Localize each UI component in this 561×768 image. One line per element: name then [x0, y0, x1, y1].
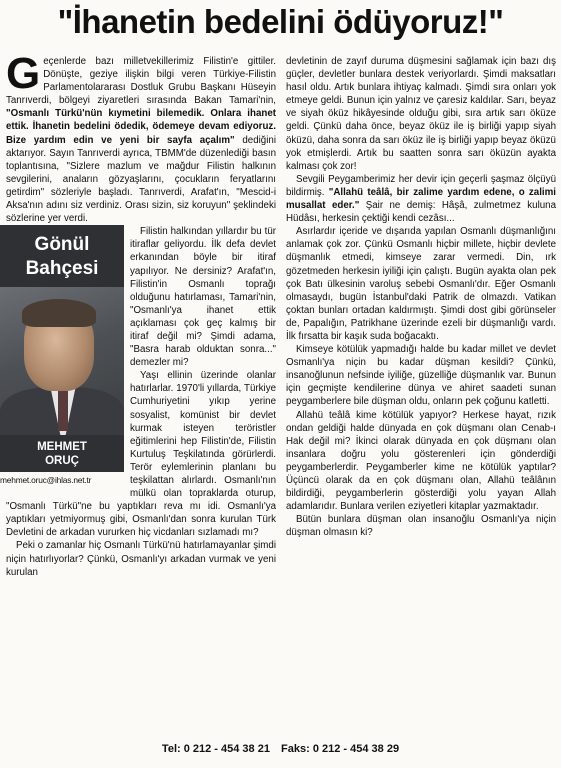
text-run: Şair ne demiş: Hâşâ, zulmetmez kuluna Hüdâsı, herkesin çektiği kendi cezâsı... [286, 200, 557, 225]
contact-footer [0, 742, 561, 756]
text-run: dediğini aktarıyor. Sayın Tanrıverdi ayrıca, TBMM'de düzenlediği basın toplantısına, "Sizlere mazlum ve mağdur Filistin halkının sevgilerini, anaların gözyaşlarını, çocukların feryatlarını getirdim" sözleriyle başladı. Tanrıverdi, Arafat'ın, "Mescid-i Aksa'nın adını siz verdiniz. Orası sizin, siz koruyun" şeklindeki sözlerine yer verdi. [6, 134, 276, 225]
author-name-line: MEHMET [37, 441, 87, 454]
paragraph: Allahü teâlâ kime kötülük yapıyor? Herkese hayat, rızık ondan geldiği halde dünyada en çok düşmanı olan Cenab-ı Hak değil mi? İkinci olarak dünyada en çok düşmanı olan insanlara doğru yolu gösterenleri için gönderdiği peygamberlerdir. Peygamberler kime ne kötülük yaptılar? Üçüncü olarak da en çok düşmanı olan, Allahü teâlânın bildirdiği, peygamberlerin gösterdiği yolu yayan Allah adamlarıdır. Bunlara verilen eziyetleri kitaplar yazmaktadır. [286, 409, 556, 513]
paragraph [6, 49, 276, 225]
paragraph [286, 173, 556, 225]
paragraph: Filistin halkından yıllardır bu tür itiraflar geliyordu. İlk defa devlet erkanından böyle bir itiraf yapılıyor. Ne dersiniz? Arafat'ın, Filistin'in Osmanlı toprağı olduğunu hatırlaması, Tamari'nin, "Osmanlı'ya ihanet ettik açıklaması çok geç kalmış bir itiraf değil mi? Şimdi adama, "Basra harab olduktan sonra..." demezler mi? [130, 226, 276, 369]
paragraph: Kimseye kötülük yapmadığı halde bu kadar millet ve devlet Osmanlı'ya niçin bu kadar düşman kesildi? Çünkü, insanoğlunun nefsinde iyiliğe, güzelliğe düşmanlık var. Bunun için geçmişte kendilerine dünya ve ahiret saadeti sunan peygamberlere bile düşman oldu, onların pek çoğunu katletti. [286, 344, 556, 408]
column-title [0, 225, 124, 287]
column-title-line: Bahçesi [25, 258, 99, 280]
phone-number: Tel: 0 212 - 454 38 21 [161, 743, 270, 755]
bold-quote: "Osmanlı Türkü'nün kıymetini bilemedik. Onlara ihanet ettik. İhanetin bedelini ödedik, ödemeye devam ediyoruz. Bize yardım edin ve yeni bir sayfa açalım" [6, 108, 276, 146]
paragraph: Peki o zamanlar hiç Osmanlı Türkü'nü hatırlamayanlar şimdi niçin hatırlıyorlar? Çünkü, Osmanlı'yı arkadan vurmak ve yeni kurulan [6, 540, 276, 578]
author-name [0, 435, 124, 472]
article-column-left [0, 49, 276, 720]
author-photo [0, 287, 124, 435]
paragraph: Asırlardır içeride ve dışarıda yapılan Osmanlı düşmanlığını anlamak çok zor. Çünkü Osmanlı hiçbir millete, hiçbir devlete düşmanlık etmedi, kimseye zarar vermedi. Din, ırk gözetmeden herkesin iyiliği için çalıştı. Bugün ayakta olan pek çok Batı ülkesinin varoluş sebebi Osmanlı'dır. Eğer Osmanlı olmasaydı, bugün İstanbul'daki Patrik de olmazdı. Vatikan çoktan bunları ortadan kaldırmıştı. Şimdi dost gibi görünseler de, Papalığın, Patrikhane üzerinde ezeli bir düşmanlığı vardı. İlk fırsatta bir kaşık suda boğacaktı. [286, 226, 556, 342]
photo-hair [22, 299, 96, 327]
fax-number: Faks: 0 212 - 454 38 29 [281, 743, 400, 755]
article-column-right [286, 55, 556, 720]
drop-cap: G [6, 49, 41, 98]
author-name-line: ORUÇ [45, 455, 79, 468]
paragraph: devletinin de zayıf duruma düşmesini sağlamak için bazı dış güçler, devletler bunlara destek veriyorlardı. Şimdi maksatları hasıl oldu. Artık bunlara ihtiyaç kalmadı. Şimdi sıra onları yok etmeye geldi. Bunun için yalnız ve çaresiz kaldılar. Sarı, beyaz ve siyah öküz hikâyesinde olduğu gibi, sıra artık sarı öküze geldi. Çünkü daha önce, beyaz öküz ile iş birliği yapıp siyah öküzü, daha sonra da sarı öküz ile iş birliği yapıp beyaz öküzü yok etmişlerdi. Artık bu saatten sonra sarı öküzün ayakta kalması çok zor! [286, 56, 556, 172]
paragraph: Yaşı ellinin üzerinde olanlar hatırlarlar. 1970'li yıllarda, Türkiye Cumhuriyetini yıkıp yerine sosyalist, komünist bir devlet kurmak isteyen teröristler eğitimlerini hep Filistin'de, Filistin Kurtuluş Teşkilatında görürlerdi. Terör eylemlerinin planlanı bu teşkilattan alırlardı. Osmanlı'nın mülkü olan topraklarda oturup, "Osmanlı Türkü"ne bu yaptıkları reva mı idi. Osmanlı'ya yaptıkları yetmiyormuş gibi, Osmanlı'dan sonra kurulan Türk Devletini de arkadan vururken hiç vicdanları sızlamadı mı? [6, 370, 276, 539]
headline: "İhanetin bedelini ödüyoruz!" [57, 3, 504, 40]
text-run: eçenlerde bazı milletvekillerimiz Filistin'e gittiler. Dönüşte, geziye ilişkin bilgi veren Türkiye-Filistin Parlamentolararası Dostluk Grubu Başkanı Hüseyin Tanrıverdi, bölgeyi ziyaretleri sırasında Bakan Tamari'nin, [6, 56, 276, 107]
column-title-line: Gönül [34, 234, 90, 256]
photo-tie [58, 391, 68, 431]
text-run: Sevgili Peygamberimiz her devir için geçerli şaşmaz ölçüyü bildirmiş. [286, 173, 556, 198]
paragraph: Bütün bunlara düşman olan insanoğlu Osmanlı'ya niçin düşman olmasın ki? [286, 514, 556, 539]
author-email: mehmet.oruc@ihlas.net.tr [0, 475, 92, 486]
bold-quote: "Allahü teâlâ, bir zalime yardım edene, o zalimi musallat eder." [286, 186, 556, 212]
column-box [0, 225, 124, 490]
